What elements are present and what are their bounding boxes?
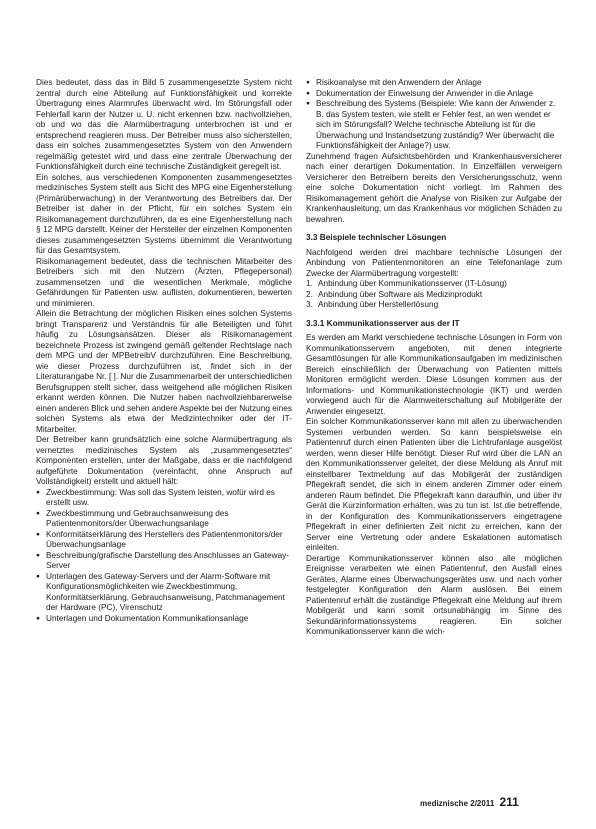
paragraph: Zunehmend fragen Aufsichtsbehörden und Krankenhausversicherer nach einer derartigen Dokumentation. In Einzelfällen verweigern Versicherer den Betreibern bereits den Versicherungsschutz, wenn eine solche Dokumentation nicht vorliegt. Im Rahmen des Risikomanagement gehört die Analyse von Risiken zur Aufgabe der Krankenhausleitung, um das Krankenhaus vor möglichen Schäden zu bewahren. xyxy=(306,151,562,224)
bullet-list xyxy=(306,78,562,152)
list-text: Anbindung über Software als Medizinprodukt xyxy=(318,289,483,299)
list-item: ● Dokumentation der Einweisung der Anwender in die Anlage xyxy=(306,89,562,100)
list-number: 3. xyxy=(306,300,313,309)
paragraph: Nachfolgend werden drei machbare technische Lösungen der Anbindung von Patientenmonitoren an eine Telefonanlage zum Zwecke der Alarmübertragung vorgestellt: xyxy=(306,247,562,278)
list-number: 2. xyxy=(306,289,313,299)
list-item: ● Zweckbestimmung und Gebrauchsanweisung des Patientenmonitors/der Überwachungsanlage xyxy=(36,509,292,530)
list-item: ● Beschreibung/grafische Darstellung des Anschlusses an Gateway-Server xyxy=(36,551,292,572)
list-item: ● Unterlagen des Gateway-Servers und der Alarm-Software mit Konfigurationsmöglichkeiten wie Zweckbestimmung, Konformitätserklärung, Gebrauchsanweisung, Patchmanagement der Hardware (PC), Virenschutz xyxy=(36,572,292,614)
paragraph: Risikomanagement bedeutet, dass die technischen Mitarbeiter des Betreibers sich mit den Nutzern (Ärzten, Pflegepersonal) zusammensetzen und die wesentlichen Merkmale, mögliche Gefährdungen für Patienten usw. auflisten, dokumentieren, bewerten und minimieren. xyxy=(36,256,292,308)
paragraph: Es werden am Markt verschiedene technische Lösungen in Form von Kommunikationsservern angeboten, mit denen integrierte Gesamtlösungen für alle Kommunikationsaufgaben im medizinischen Bereich einschließlich der Überwachung von Patienten mittels Monitoren ermöglicht werden. Diese Lösungen kommen aus der Informations- und Kommunikationstechnologie (IKT) und werden vorwiegend auch für die Alarmweiterschaltung auf Mobilgeräte der Anwender eingesetzt. xyxy=(306,333,562,416)
paragraph: Derartige Kommunikationsserver können also alle möglichen Ereignisse verarbeiten wie einen Patientenruf, den Ausfall eines Gerätes, Alarme eines Überwachungsgerätes usw. und nach vorher festgelegter Konfiguration den Alarm auslösen. Bei einem Patientenruf erhält die zuständige Pflegekraft eine Meldung auf ihrem Mobilgerät und kann somit ortsunabhängig im Sinne des Sekundärinformationssystems reagieren. Ein solcher Kommunikationsserver kann die wich- xyxy=(306,553,562,636)
list-item: ● Konformitätserklärung des Herstellers des Patientenmonitors/der Überwachungsanlage xyxy=(36,530,292,551)
paragraph: Allein die Betrachtung der möglichen Risiken eines solchen Systems bringt Transparenz und Verständnis für alle Beteiligten und führt häufig zu Lösungsansätzen. Dieser als Risikomanagement bezeichnete Prozess ist zwingend gemäß geltender Rechtslage nach dem MPG und der MPBetreibV durchzuführen. Eine Beschreibung, wie dieser Prozess durchzuführen ist, findet sich in der Literaturangabe Nr. [ ]. Nur die Zusammenarbeit der unterschiedlichen Berufsgruppen stellt sicher, dass weitgehend alle möglichen Risiken erkannt werden können. Die Nutzer haben nachvollziehbarerweise einen anderen Blick und sehen andere Aspekte bei der Nutzung eines solchen Systems als etwa der Medizintechniker oder der IT-Mitarbeiter. xyxy=(36,309,292,434)
page-footer xyxy=(420,795,519,809)
list-item xyxy=(306,300,562,311)
paragraph: Der Betreiber kann grundsätzlich eine solche Alarmübertragung als vernetztes medizinisches System als „zusammengesetztes“ Komponenten erstellen, unter der Maßgabe, dass er die nachfolgend aufgeführte Dokumentation (vereinfacht, ohne Anspruch auf Vollständigkeit) erstellt und aktuell hält: xyxy=(36,435,292,486)
list-item: ● Beschreibung des Systems (Beispiele: Wie kann der Anwender z. B. das System testen, wie stellt er Fehler fest, an wen wendet er sich im Störungsfall? Welche technische Abteilung ist für die Überwachung und Instandsetzung zuständig? Wer überwacht die Funktionsfähigkeit der Anlage?) usw. xyxy=(306,99,562,152)
list-text: Anbindung über Herstellerlösung xyxy=(318,300,439,309)
list-item xyxy=(306,279,562,290)
left-column xyxy=(36,78,292,624)
subsection-heading: 3.3.1 Kommunikationsserver aus der IT xyxy=(306,318,460,328)
list-item xyxy=(306,290,562,301)
page-number: 211 xyxy=(499,795,519,809)
list-item: ● Zweckbestimmung: Was soll das System leisten, wofür wird es erstellt usw. xyxy=(36,488,292,509)
list-item: ● Risikoanalyse mit den Anwendern der Anlage xyxy=(306,78,562,89)
section-heading: 3.3 Beispiele technischer Lösungen xyxy=(306,233,447,242)
right-column xyxy=(306,78,562,638)
paragraph: Ein solches, aus verschiedenen Komponenten zusammengesetztes medizinisches System stellt aus Sicht des MPG eine Eigenherstellung (Primärüberwachung) in der Verantwortung des Betreibers dar. Der Betreiber ist daher in der Pflicht, für ein solches System ein Risikomanagement durchzuführen, da es eine Eigenherstellung nach § 12 MPG darstellt. Keiner der Hersteller der einzelnen Komponenten dieses zusammengesetzten Systems übernimmt die Verantwortung für das Gesamtsystem. xyxy=(36,172,292,255)
numbered-list xyxy=(306,279,562,311)
paragraph: Dies bedeutet, dass das in Bild 5 zusammengesetzte System nicht zentral durch eine Abteilung auf Funktionsfähigkeit und korrekte Übertragung eines Alarmrufes überwacht wird. Im Störungsfall oder Fehlerfall kann der Nutzer u. U. nicht erkennen bzw. nachvollziehen, ob und wo das die Alarmübertragung unterbrochen ist und er entsprechend reagieren muss. Der Betreiber muss also sicherstellen, dass ein solches zusammengesetztes System von den Anwendern regelmäßig getestet wird und dass eine zentrale Überwachung der Funktionsfähigkeit durch eine technische Zuständigkeit geregelt ist. xyxy=(36,78,292,171)
list-text: Anbindung über Kommunikationsserver (IT-Lösung) xyxy=(318,279,507,288)
journal-name: mediznische 2/2011 xyxy=(420,799,495,808)
paragraph: Ein solcher Kommunikationsserver kann mit allen zu überwachenden Systemen verbunden werden. So kann beispielsweise ein Patientenruf durch einen Patienten über die Lichtrufanlage ausgelöst werden, wenn dieser Hilfe benötigt. Dieser Ruf wird über die LAN an den Kommunikationsserver geleitet, der diese Meldung als Anruf mit einstellbarer Textmeldung auf das Mobilgerät der zuständigen Pflegekraft sendet, die sich in einem anderen Zimmer oder einem anderen Raum befindet. Die Pflegekraft kann daraufhin, und über ihr Gerät die Kurzinformation erhalten, was zu tun ist. Ist die betreffende, in der Konfiguration des Kommunikationsservers eingetragene Pflegekraft in einer definierten Zeit nicht zu erreichen, kann der Server eine Vertretung oder andere Eskalationen automatisch einleiten. xyxy=(306,417,562,552)
list-number: 1. xyxy=(306,279,313,288)
list-item: ● Unterlagen und Dokumentation Kommunikationsanlage xyxy=(36,614,292,625)
bullet-list xyxy=(36,488,292,625)
